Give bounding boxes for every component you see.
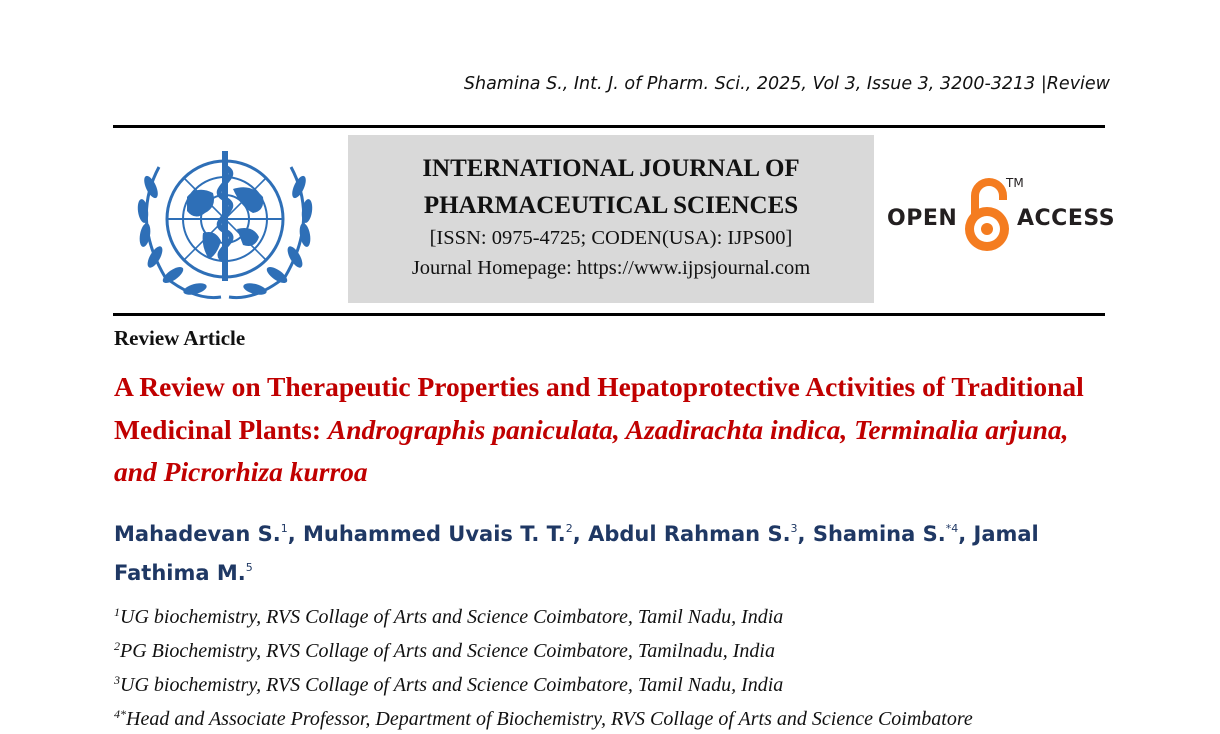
article-title-main: A Review on Therapeutic Properties and Hepatoprotective Activities of Traditional Medicinal Plants:	[114, 371, 1084, 445]
affiliation-item	[114, 700, 1114, 734]
journal-homepage: Journal Homepage: https://www.ijpsjournal.com	[411, 257, 811, 279]
bottom-rule	[113, 313, 1105, 316]
article-title	[114, 366, 1104, 494]
open-access-access-text: ACCESS	[1017, 206, 1116, 231]
author-separator: ,	[797, 522, 813, 546]
citation-header: Shamina S., Int. J. of Pharm. Sci., 2025, Vol 3, Issue 3, 3200-3213 |Review	[463, 74, 1110, 94]
author-list	[114, 512, 1104, 590]
affiliation-list	[114, 598, 1114, 734]
article-type: Review Article	[114, 326, 246, 350]
who-emblem-logo	[125, 137, 325, 307]
author-affiliation-marker: 2	[565, 522, 573, 535]
author-name: Shamina S.	[812, 522, 946, 546]
open-access-trademark: TM	[1006, 176, 1024, 190]
open-access-open-text: OPEN	[887, 206, 958, 231]
affiliation-text: UG biochemistry, RVS Collage of Arts and Science Coimbatore, Tamil Nadu, India	[120, 674, 784, 696]
author-affiliation-marker: *4	[945, 522, 959, 535]
affiliation-marker: 1	[114, 605, 120, 619]
author-name: Mahadevan S.	[114, 522, 281, 546]
author-separator: ,	[572, 522, 589, 546]
author-name: Jamal Fathima M.	[114, 522, 1039, 585]
affiliation-marker: 3	[114, 673, 120, 687]
journal-issn: [ISSN: 0975-4725; CODEN(USA): IJPS00]	[429, 227, 793, 249]
journal-name-line1: INTERNATIONAL JOURNAL OF	[422, 155, 800, 182]
author-affiliation-marker: 1	[280, 522, 288, 535]
affiliation-text: PG Biochemistry, RVS Collage of Arts and Science Coimbatore, Tamilnadu, India	[120, 640, 775, 662]
affiliation-text: Head and Associate Professor, Department of Biochemistry, RVS Collage of Arts and Science Coimbatore	[126, 708, 973, 730]
author-separator: ,	[287, 522, 303, 546]
author-affiliation-marker: 3	[790, 522, 798, 535]
affiliation-item	[114, 632, 1114, 666]
top-rule	[113, 125, 1105, 128]
author-separator: ,	[958, 522, 974, 546]
affiliation-item	[114, 598, 1114, 632]
open-access-logo	[884, 172, 1116, 256]
author-affiliation-marker: 5	[245, 561, 253, 574]
author-name: Abdul Rahman S.	[588, 522, 791, 546]
affiliation-text: UG biochemistry, RVS Collage of Arts and Science Coimbatore, Tamil Nadu, India	[120, 606, 784, 628]
affiliation-marker: 4*	[114, 707, 126, 721]
author-name: Muhammed Uvais T. T.	[302, 522, 566, 546]
affiliation-marker: 2	[114, 639, 120, 653]
journal-masthead	[348, 135, 874, 303]
journal-name-line2: PHARMACEUTICAL SCIENCES	[423, 192, 799, 219]
article-title-species: Andrographis paniculata, Azadirachta indica, Terminalia arjuna, and Picrorhiza kurroa	[114, 413, 1069, 487]
